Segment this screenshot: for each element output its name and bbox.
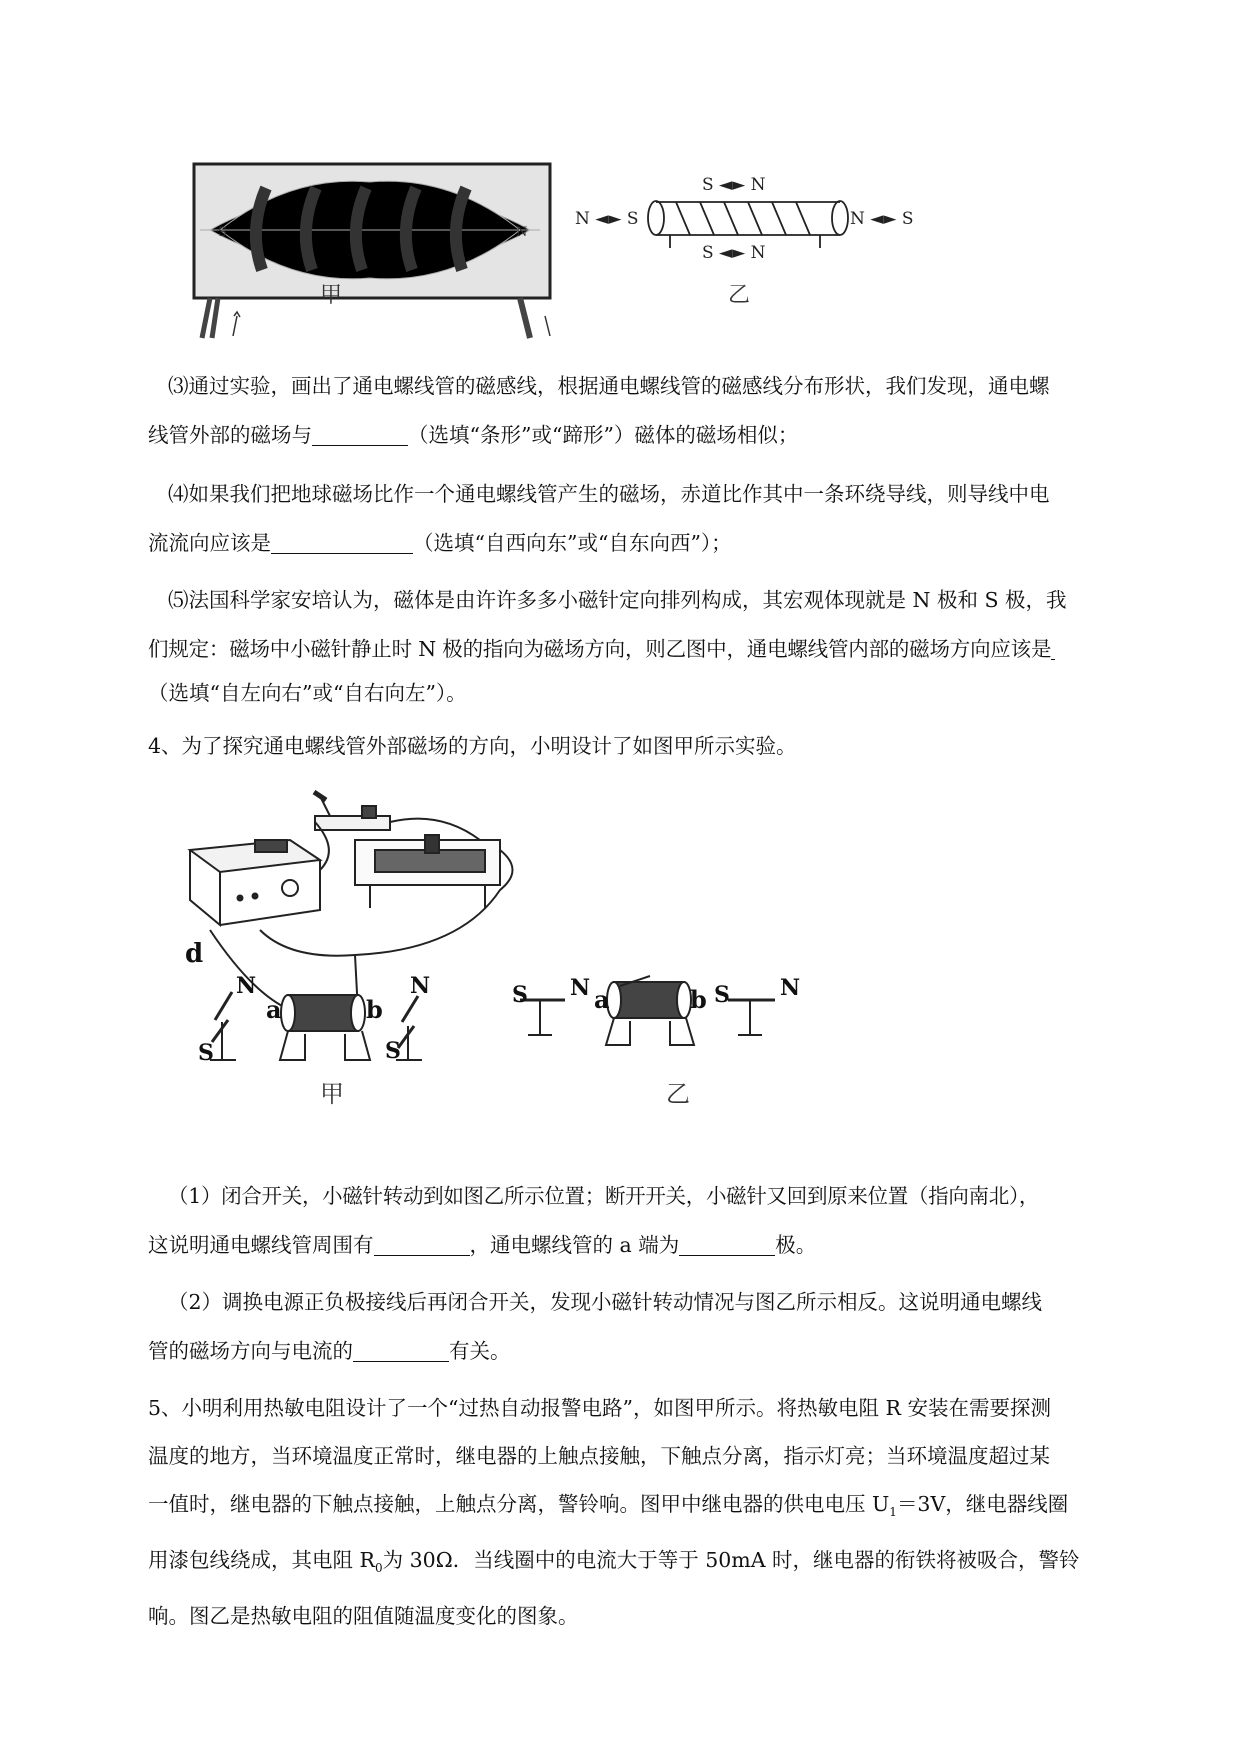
power-supply xyxy=(190,840,320,925)
compass-label-right: N ◄► S xyxy=(850,209,914,229)
solenoid-right xyxy=(606,976,694,1045)
knife-switch xyxy=(314,792,390,830)
q5-line3-b: ＝3V，继电器线圈 xyxy=(896,1492,1069,1516)
answer-blank-current-factor[interactable] xyxy=(353,1337,449,1362)
q4-part1-line2-a: 这说明通电螺线管周围有 xyxy=(148,1233,374,1257)
q3-part5 xyxy=(148,576,1145,712)
answer-blank-magnetic-field[interactable] xyxy=(374,1231,470,1256)
solenoid-left-a: a xyxy=(266,995,282,1024)
q3-part3-line2-b: （选填“条形”或“蹄形”）磁体的磁场相似； xyxy=(408,423,799,447)
answer-blank-pole-a[interactable] xyxy=(679,1231,775,1256)
solenoid-right-b: b xyxy=(690,985,707,1014)
q3-part3-line1: ⑶通过实验，画出了通电螺线管的磁感线，根据通电螺线管的磁感线分布形状，我们发现，通电螺 xyxy=(168,374,1050,398)
q5-line2: 温度的地方，当环境温度正常时，继电器的上触点接触，下触点分离，指示灯亮；当环境温度超过某 xyxy=(148,1444,1050,1468)
q4-part1-line2-b: ，通电螺线管的 a 端为 xyxy=(469,1233,680,1257)
q4-stem-text: 4、为了探究通电螺线管外部磁场的方向，小明设计了如图甲所示实验。 xyxy=(148,734,797,758)
compass-yi-right-s: S xyxy=(714,982,730,1008)
compass-mid-s: S xyxy=(385,1038,401,1064)
q3-part4-line1: ⑷如果我们把地球磁场比作一个通电螺线管产生的磁场，赤道比作其中一条环绕导线，则导线中电 xyxy=(168,482,1050,506)
figure-2-drawing xyxy=(180,790,900,1110)
q4-part1 xyxy=(148,1172,1145,1270)
q3-part5-line1: ⑸法国科学家安培认为，磁体是由许许多多小磁针定向排列构成，其宏观体现就是 N 极和 S 极，我 xyxy=(168,588,1067,612)
q5-line4-sub: 0 xyxy=(374,1561,383,1576)
q3-part5-line2: 们规定：磁场中小磁针静止时 N 极的指向为磁场方向，则乙图中，通电螺线管内部的磁场方向应该是 xyxy=(148,637,1052,661)
solenoid-filings-photo xyxy=(194,164,550,338)
solenoid-right-a: a xyxy=(594,985,610,1014)
photo-label-s: S xyxy=(218,225,227,240)
figure-2 xyxy=(180,790,900,1110)
q3-part3-line2-a: 线管外部的磁场与 xyxy=(148,423,312,447)
q5-line4-b: 为 30Ω．当线圈中的电流大于等于 50mA 时，继电器的衔铁将被吸合，警铃 xyxy=(382,1548,1080,1573)
compass-left-n: N xyxy=(236,973,257,999)
q4-part1-line1: （1）闭合开关，小磁针转动到如图乙所示位置；断开开关，小磁针又回到原来位置（指向南北）， xyxy=(168,1184,1040,1208)
compass-left-s: S xyxy=(198,1040,214,1066)
q4-part2 xyxy=(148,1278,1145,1376)
figure-2-caption-yi: 乙 xyxy=(666,1080,690,1108)
compass-yi-right-n: N xyxy=(780,975,801,1001)
q4-part2-line1: （2）调换电源正负极接线后再闭合开关，发现小磁针转动情况与图乙所示相反。这说明通电螺线 xyxy=(168,1290,1043,1314)
q4-part2-line2-b: 有关。 xyxy=(449,1339,511,1363)
q4-part1-line2-c: 极。 xyxy=(775,1233,817,1257)
rheostat xyxy=(355,835,500,908)
q5-line5: 响。图乙是热敏电阻的阻值随温度变化的图象。 xyxy=(148,1604,579,1629)
solenoid-left xyxy=(280,995,370,1060)
figure-2-caption-jia: 甲 xyxy=(320,1080,344,1108)
answer-blank-current-direction[interactable] xyxy=(271,529,413,554)
q4-stem xyxy=(148,722,1145,771)
q5-line4-a: 用漆包线绕成，其电阻 R xyxy=(148,1548,375,1573)
q3-part3 xyxy=(148,362,1145,460)
figure-1-drawing xyxy=(190,160,1030,340)
answer-blank-internal-field[interactable] xyxy=(1051,635,1055,660)
compass-label-top: S ◄► N xyxy=(702,175,766,195)
q3-part5-line3: （选填“自左向右”或“自右向左”）。 xyxy=(148,681,467,705)
q3-part4-line2-b: （选填“自西向东”或“自东向西”）； xyxy=(413,531,732,555)
compass-mid-n: N xyxy=(410,973,431,999)
solenoid-diagram xyxy=(648,201,848,248)
compass-yi-left-s: S xyxy=(512,982,528,1008)
compass-arrows xyxy=(575,175,913,263)
q3-part4-line2-a: 流流向应该是 xyxy=(148,531,271,555)
q5 xyxy=(148,1384,1145,1640)
answer-blank-magnet-type[interactable] xyxy=(312,421,408,446)
q4-part2-line2-a: 管的磁场方向与电流的 xyxy=(148,1339,353,1363)
figure-1-caption-yi: 乙 xyxy=(728,283,751,308)
compass-label-left: N ◄► S xyxy=(575,209,639,229)
terminal-label-d: d xyxy=(185,939,204,969)
q5-line3-a: 一值时，继电器的下触点接触，上触点分离，警铃响。图甲中继电器的供电电压 U xyxy=(148,1492,890,1516)
solenoid-left-b: b xyxy=(366,995,383,1024)
q5-line3-sub: 1 xyxy=(889,1505,897,1520)
compass-yi-left-n: N xyxy=(570,975,591,1001)
q3-part4 xyxy=(148,470,1145,568)
figure-1 xyxy=(190,160,1030,340)
compass-label-bottom: S ◄► N xyxy=(702,243,766,263)
q5-line1: 5、小明利用热敏电阻设计了一个“过热自动报警电路”，如图甲所示。将热敏电阻 R 安装在需要探测 xyxy=(148,1396,1051,1420)
photo-label-n: N xyxy=(516,225,528,240)
figure-1-caption-jia: 甲 xyxy=(320,283,343,308)
